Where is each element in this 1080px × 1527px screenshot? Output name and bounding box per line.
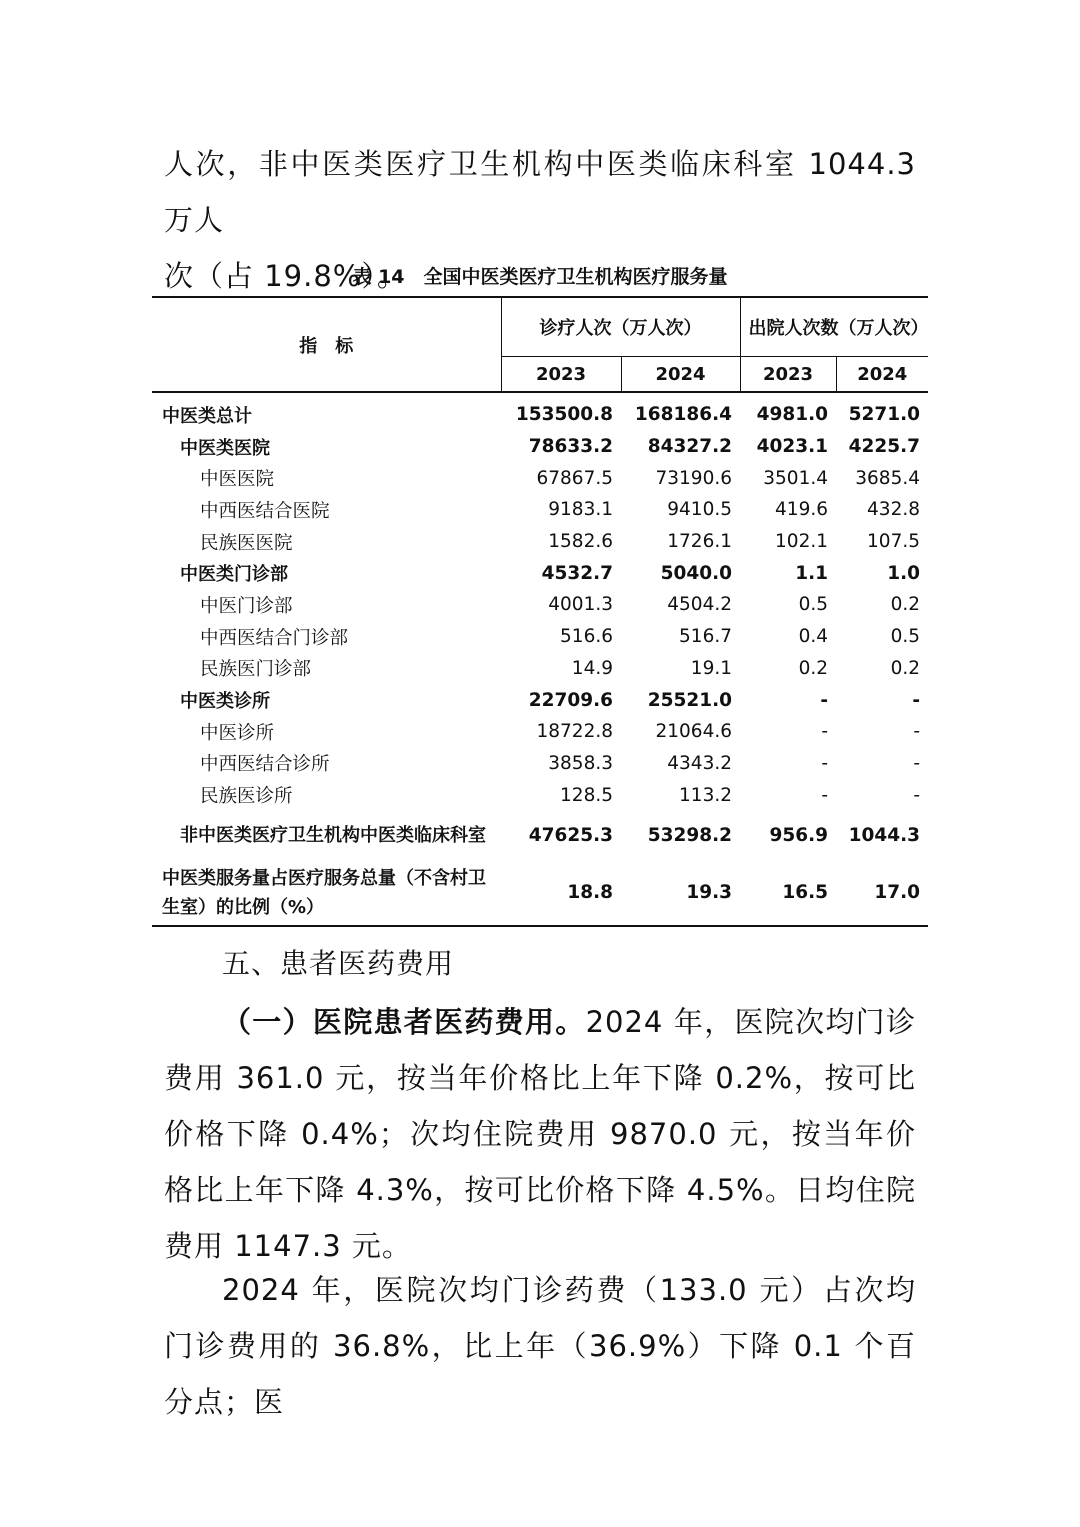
row-value: 19.1 xyxy=(690,657,732,679)
row-value: 4343.2 xyxy=(667,752,732,774)
row-value: 1.0 xyxy=(887,562,920,584)
row-label: 中西医结合门诊部 xyxy=(200,627,349,649)
row-value: 18722.8 xyxy=(536,721,613,743)
row-value: 0.4 xyxy=(798,626,828,648)
row-value: 18.8 xyxy=(501,861,621,926)
row-value: 419.6 xyxy=(775,499,828,521)
row-value: 22709.6 xyxy=(528,689,613,711)
table-row xyxy=(152,748,928,780)
row-value: 17.0 xyxy=(836,861,928,926)
table-row xyxy=(152,462,928,494)
header-year-visits-2023: 2023 xyxy=(501,357,621,393)
row-value: 113.2 xyxy=(679,784,732,806)
row-label: 中医类服务量占医疗服务总量（不含村卫生室）的比例（%） xyxy=(152,861,501,926)
row-value: 168186.4 xyxy=(634,404,732,426)
row-label: 中西医结合医院 xyxy=(200,500,330,522)
table-row xyxy=(152,861,928,926)
header-year-discharges-2024: 2024 xyxy=(836,357,928,393)
row-value: 21064.6 xyxy=(655,721,732,743)
row-value: 1.1 xyxy=(795,562,828,584)
expense-paragraph-1-lead: （一）医院患者医药费用。 xyxy=(222,1005,586,1039)
row-label: 非中医类医疗卫生机构中医类临床科室 xyxy=(180,824,486,846)
header-year-discharges-2023: 2023 xyxy=(740,357,836,393)
row-value: 73190.6 xyxy=(655,467,732,489)
table-row xyxy=(152,779,928,811)
table-body xyxy=(152,392,928,926)
row-value: 0.5 xyxy=(890,626,920,648)
row-value: - xyxy=(913,721,920,743)
row-value: 78633.2 xyxy=(528,436,613,458)
row-label: 中医类医院 xyxy=(180,437,270,459)
row-label: 中医类诊所 xyxy=(180,691,270,713)
row-value: 9183.1 xyxy=(548,499,613,521)
row-value: 0.2 xyxy=(890,657,920,679)
row-value: 1726.1 xyxy=(667,531,732,553)
row-value: 19.3 xyxy=(621,861,740,926)
row-label: 中医类门诊部 xyxy=(180,564,288,586)
row-value: 16.5 xyxy=(740,861,836,926)
row-label: 中医类总计 xyxy=(162,405,252,427)
row-label: 中医诊所 xyxy=(200,722,275,744)
row-value: 4001.3 xyxy=(548,594,613,616)
table-row xyxy=(152,684,928,716)
row-value: - xyxy=(820,689,828,711)
row-value: - xyxy=(913,784,920,806)
header-indicator: 指 标 xyxy=(152,297,501,392)
row-value: 47625.3 xyxy=(528,825,613,847)
row-value: 0.2 xyxy=(798,657,828,679)
row-value: 516.7 xyxy=(679,626,732,648)
table-row xyxy=(152,653,928,685)
table-title: 表 14 全国中医类医疗卫生机构医疗服务量 xyxy=(352,266,728,288)
row-value: 25521.0 xyxy=(647,689,732,711)
row-value: 5271.0 xyxy=(848,404,920,426)
row-value: 107.5 xyxy=(867,531,920,553)
table-row xyxy=(152,494,928,526)
table-header-row xyxy=(152,297,928,357)
section-heading: 五、患者医药费用 xyxy=(222,947,455,980)
row-value: 84327.2 xyxy=(647,436,732,458)
row-value: - xyxy=(821,784,828,806)
row-value: 67867.5 xyxy=(536,467,613,489)
row-value: 0.2 xyxy=(890,594,920,616)
row-value: 3685.4 xyxy=(855,467,920,489)
row-value: 432.8 xyxy=(867,499,920,521)
row-value: 14.9 xyxy=(571,657,613,679)
header-discharges: 出院人次数（万人次） xyxy=(740,297,928,357)
row-value: 5040.0 xyxy=(660,562,732,584)
row-label: 中医医院 xyxy=(200,469,275,491)
row-value: 4225.7 xyxy=(848,436,920,458)
row-label: 中医门诊部 xyxy=(200,595,293,617)
table-row xyxy=(152,431,928,463)
row-value: 516.6 xyxy=(560,626,613,648)
table-row xyxy=(152,716,928,748)
row-value: 1044.3 xyxy=(848,825,920,847)
row-value: 3858.3 xyxy=(548,752,613,774)
row-value: 4504.2 xyxy=(667,594,732,616)
row-value: - xyxy=(821,721,828,743)
service-volume-table xyxy=(152,296,928,927)
row-value: 0.5 xyxy=(798,594,828,616)
row-value: - xyxy=(821,752,828,774)
row-value: 4981.0 xyxy=(756,404,828,426)
row-value: 153500.8 xyxy=(515,404,613,426)
table-row xyxy=(152,811,928,861)
row-value: - xyxy=(912,689,920,711)
row-label: 中西医结合诊所 xyxy=(200,754,330,776)
table-row xyxy=(152,392,928,431)
row-value: 4532.7 xyxy=(541,562,613,584)
intro-line-1: 人次，非中医类医疗卫生机构中医类临床科室 1044.3 万人 xyxy=(164,147,916,237)
row-label: 民族医诊所 xyxy=(200,786,293,808)
row-value: 53298.2 xyxy=(647,825,732,847)
header-visits: 诊疗人次（万人次） xyxy=(501,297,740,357)
row-value: 102.1 xyxy=(775,531,828,553)
row-label: 民族医医院 xyxy=(200,532,293,554)
row-value: 956.9 xyxy=(769,825,828,847)
table-row xyxy=(152,557,928,589)
expense-paragraph-1 xyxy=(164,994,916,1274)
row-value: 128.5 xyxy=(560,784,613,806)
row-value: 3501.4 xyxy=(763,467,828,489)
table-row xyxy=(152,621,928,653)
row-value: - xyxy=(913,752,920,774)
row-value: 4023.1 xyxy=(756,436,828,458)
row-label: 民族医门诊部 xyxy=(200,659,312,681)
intro-line-2: 次（占 19.8%）。 xyxy=(164,259,407,293)
table-row xyxy=(152,526,928,558)
expense-paragraph-2: 2024 年，医院次均门诊药费（133.0 元）占次均门诊费用的 36.8%，比上年（36.9%）下降 0.1 个百分点；医 xyxy=(164,1273,916,1419)
expense-paragraph-1-text: 2024 年，医院次均门诊费用 361.0 元，按当年价格比上年下降 0.2%，按可比价格下降 0.4%；次均住院费用 9870.0 元，按当年价格比上年下降 4.3%，按可比价格下降 4.5%。日均住院费用 1147.3 元。 xyxy=(164,1005,916,1263)
row-value: 1582.6 xyxy=(548,531,613,553)
table-row xyxy=(152,589,928,621)
row-value: 9410.5 xyxy=(667,499,732,521)
header-year-visits-2024: 2024 xyxy=(621,357,740,393)
